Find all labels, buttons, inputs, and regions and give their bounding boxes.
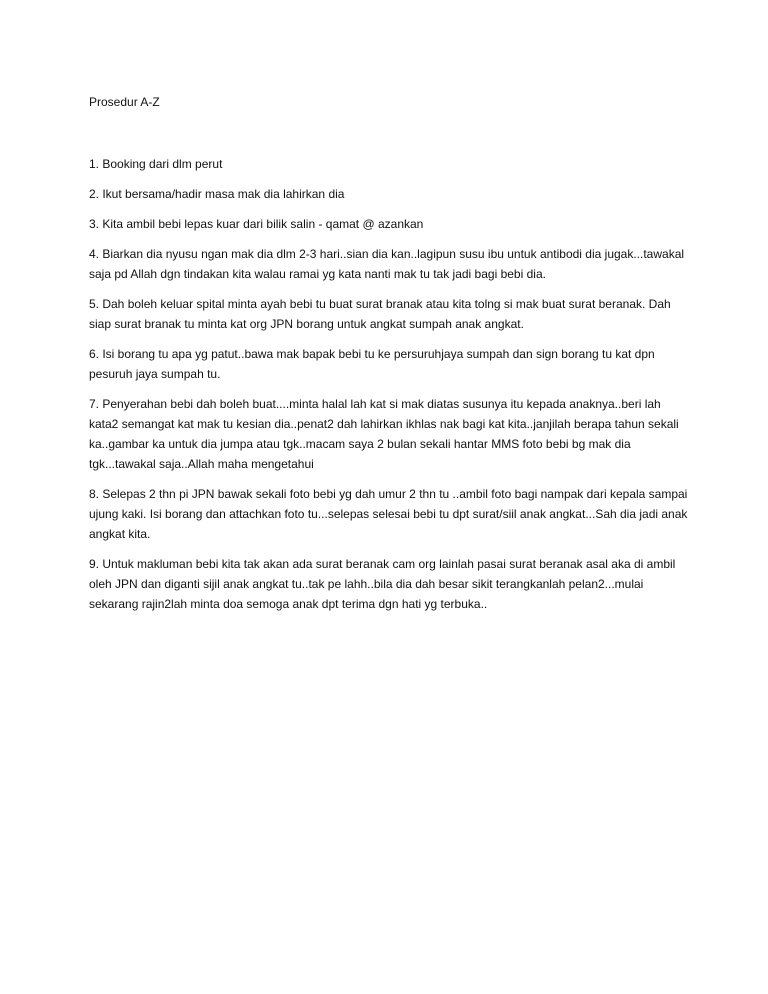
step-2: 2. Ikut bersama/hadir masa mak dia lahirkan dia xyxy=(89,187,345,201)
step-3: 3. Kita ambil bebi lepas kuar dari bilik salin - qamat @ azankan xyxy=(89,217,424,231)
document-title: Prosedur A-Z xyxy=(89,95,160,109)
step-4: 4. Biarkan dia nyusu ngan mak dia dlm 2-3 hari..sian dia kan..lagipun susu ibu untuk antibodi dia jugak...tawakal saja pd Allah dgn tindakan kita walau ramai yg kata nanti mak tu tak jadi bagi bebi dia. xyxy=(89,247,685,281)
step-5: 5. Dah boleh keluar spital minta ayah bebi tu buat surat branak atau kita tolng si mak buat surat beranak. Dah siap surat branak tu minta kat org JPN borang untuk angkat sumpah anak angkat. xyxy=(89,297,671,331)
step-7: 7. Penyerahan bebi dah boleh buat....minta halal lah kat si mak diatas susunya itu kepada anaknya..beri lah kata2 semangat kat mak tu kesian dia..penat2 dah lahirkan ikhlas nak bagi kat kita..janjilah berapa tahun sekali ka..gambar ka untuk dia jumpa atau tgk..macam saya 2 bulan sekali hantar MMS foto bebi bg mak dia tgk...tawakal saja..Allah maha mengetahui xyxy=(89,397,679,471)
document-body xyxy=(89,92,689,624)
step-8: 8. Selepas 2 thn pi JPN bawak sekali foto bebi yg dah umur 2 thn tu ..ambil foto bagi nampak dari kepala sampai ujung kaki. Isi borang dan attachkan foto tu...selepas selesai bebi tu dpt surat/siil anak angkat...Sah dia jadi anak angkat kita. xyxy=(89,487,688,541)
procedure-steps xyxy=(89,154,689,614)
step-9: 9. Untuk makluman bebi kita tak akan ada surat beranak cam org lainlah pasai surat beranak asal aka di ambil oleh JPN dan diganti sijil anak angkat tu..tak pe lahh..bila dia dah besar sikit terangkanlah pelan2...mulai sekarang rajin2lah minta doa semoga anak dpt terima dgn hati yg terbuka.. xyxy=(89,557,676,611)
step-6: 6. Isi borang tu apa yg patut..bawa mak bapak bebi tu ke persuruhjaya sumpah dan sign borang tu kat dpn pesuruh jaya sumpah tu. xyxy=(89,347,655,381)
step-1: 1. Booking dari dlm perut xyxy=(89,157,223,171)
